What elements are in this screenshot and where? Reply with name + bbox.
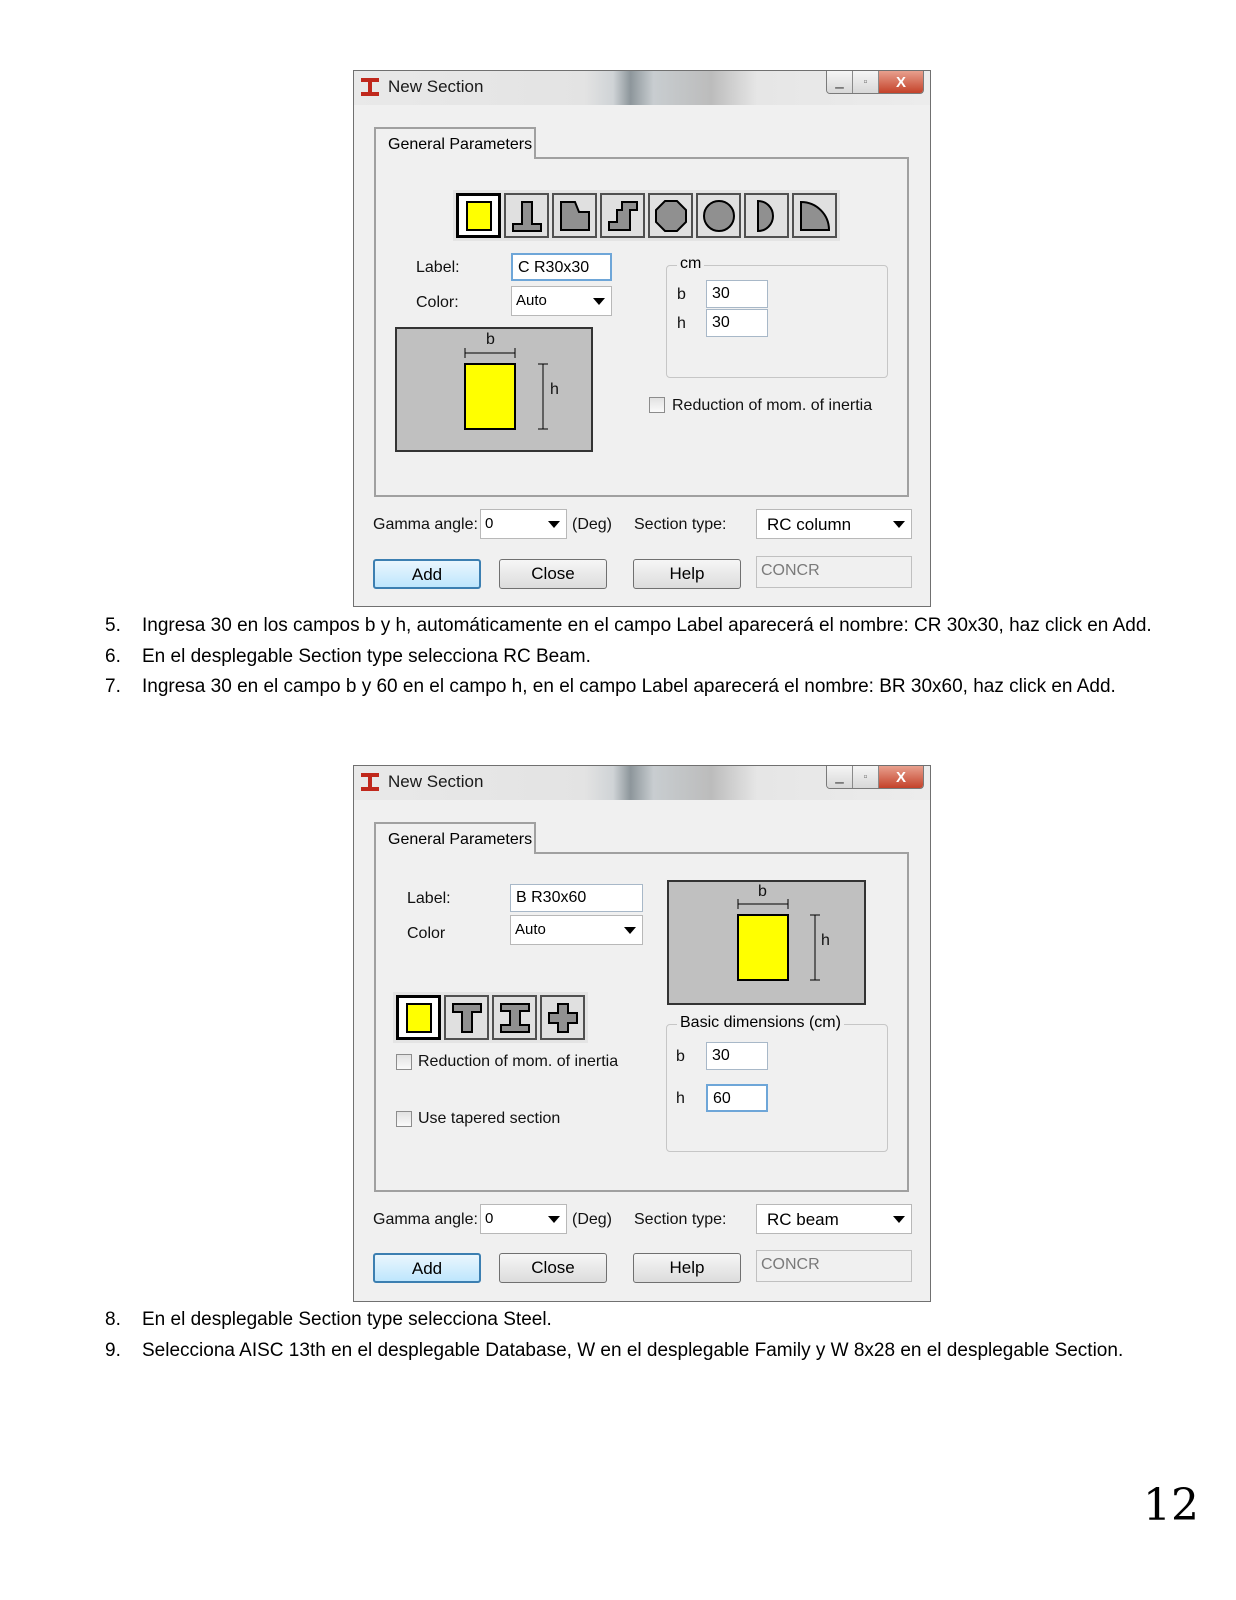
deg-label: (Deg) xyxy=(572,1211,613,1228)
shape-rectangle[interactable] xyxy=(396,995,441,1040)
gamma-angle-select[interactable] xyxy=(480,509,567,539)
h-input[interactable]: 30 xyxy=(706,309,768,337)
color-select[interactable] xyxy=(510,915,643,945)
window-title: New Section xyxy=(388,77,484,96)
window-controls xyxy=(826,71,924,94)
shape-rectangle[interactable] xyxy=(456,193,501,238)
close-icon[interactable]: X xyxy=(879,71,923,93)
section-type-select[interactable] xyxy=(756,509,912,539)
shape-l[interactable] xyxy=(552,193,597,238)
b-input[interactable]: 30 xyxy=(706,1042,768,1070)
shape-i[interactable] xyxy=(492,995,537,1040)
b-caption: b xyxy=(676,1048,685,1065)
section-type-caption: Section type: xyxy=(634,516,727,533)
title-bar[interactable] xyxy=(354,71,930,105)
b-caption: b xyxy=(677,286,686,303)
section-type-value: RC column xyxy=(767,515,852,534)
close-button[interactable]: Close xyxy=(499,559,607,589)
section-type-value: RC beam xyxy=(767,1210,839,1229)
dimension-h-label: h xyxy=(550,381,559,398)
window-title: New Section xyxy=(388,772,484,791)
gamma-angle-value: 0 xyxy=(485,1210,494,1227)
material-field: CONCR xyxy=(756,556,912,588)
page-number: 12 xyxy=(1143,1480,1199,1531)
help-button[interactable]: Help xyxy=(633,559,741,589)
h-caption: h xyxy=(676,1090,685,1107)
add-button[interactable]: Add xyxy=(373,1253,481,1283)
label-caption: Label: xyxy=(416,259,460,276)
chevron-down-icon xyxy=(548,521,560,528)
b-input[interactable]: 30 xyxy=(706,280,768,308)
color-select[interactable] xyxy=(511,286,612,316)
reduction-label: Reduction of mom. of inertia xyxy=(672,397,873,414)
color-value: Auto xyxy=(516,292,547,309)
new-section-dialog-1 xyxy=(353,70,931,607)
material-field: CONCR xyxy=(756,1250,912,1282)
label-caption: Label: xyxy=(407,890,451,907)
section-type-select[interactable] xyxy=(756,1204,912,1234)
tapered-label: Use tapered section xyxy=(418,1110,561,1127)
maximize-icon[interactable]: ▫ xyxy=(853,71,879,93)
chevron-down-icon xyxy=(548,1216,560,1223)
dimension-b-label: b xyxy=(486,331,495,348)
list-item: 7. Ingresa 30 en el campo b y 60 en el campo h, en el campo Label aparecerá el nombre: BR 30x60, haz click en Add. xyxy=(105,676,1116,697)
shape-tee[interactable] xyxy=(504,193,549,238)
section-preview xyxy=(395,327,593,452)
color-caption: Color: xyxy=(416,294,459,311)
list-item: 5. Ingresa 30 en los campos b y h, automáticamente en el campo Label aparecerá el nombre: CR 30x30, haz click en Add. xyxy=(105,615,1152,636)
shape-tee[interactable] xyxy=(444,995,489,1040)
dimensions-group-title: Basic dimensions (cm) xyxy=(677,1014,844,1032)
section-type-caption: Section type: xyxy=(634,1211,727,1228)
tab-general-parameters[interactable]: General Parameters xyxy=(374,127,536,159)
shape-quarter-circle[interactable] xyxy=(792,193,837,238)
close-button[interactable]: Close xyxy=(499,1253,607,1283)
dimensions-group xyxy=(666,255,888,378)
gamma-angle-caption: Gamma angle: xyxy=(373,1211,478,1228)
title-bar[interactable] xyxy=(354,766,930,800)
gamma-angle-caption: Gamma angle: xyxy=(373,516,478,533)
list-item: 9. Selecciona AISC 13th en el desplegable Database, W en el desplegable Family y W 8x28 en el desplegable Section. xyxy=(105,1339,1124,1361)
label-input[interactable]: C R30x30 xyxy=(511,253,612,281)
h-input[interactable]: 60 xyxy=(706,1084,768,1112)
gamma-angle-value: 0 xyxy=(485,515,494,532)
shape-half-circle[interactable] xyxy=(744,193,789,238)
chevron-down-icon xyxy=(593,298,605,305)
shape-selector xyxy=(453,190,840,241)
shape-circle[interactable] xyxy=(696,193,741,238)
deg-label: (Deg) xyxy=(572,516,613,533)
shape-selector xyxy=(393,992,588,1043)
new-section-dialog-2 xyxy=(353,765,931,1302)
window-controls xyxy=(826,766,924,789)
shape-cross[interactable] xyxy=(540,995,585,1040)
reduction-checkbox[interactable] xyxy=(649,397,665,413)
tapered-checkbox[interactable] xyxy=(396,1111,412,1127)
minimize-icon[interactable]: ▁ xyxy=(827,71,853,93)
maximize-icon[interactable]: ▫ xyxy=(853,766,879,788)
label-input[interactable]: B R30x60 xyxy=(510,884,643,912)
chevron-down-icon xyxy=(893,521,905,528)
close-icon[interactable]: X xyxy=(879,766,923,788)
dimensions-group-title: cm xyxy=(677,255,704,273)
shape-z[interactable] xyxy=(600,193,645,238)
chevron-down-icon xyxy=(893,1216,905,1223)
shape-octagon[interactable] xyxy=(648,193,693,238)
reduction-label: Reduction of mom. of inertia xyxy=(418,1053,619,1070)
list-item: 6. En el desplegable Section type selecciona RC Beam. xyxy=(105,645,591,667)
reduction-checkbox[interactable] xyxy=(396,1054,412,1070)
list-item: 8. En el desplegable Section type selecciona Steel. xyxy=(105,1309,552,1330)
help-button[interactable]: Help xyxy=(633,1253,741,1283)
add-button[interactable]: Add xyxy=(373,559,481,589)
gamma-angle-select[interactable] xyxy=(480,1204,567,1234)
chevron-down-icon xyxy=(624,927,636,934)
dimension-b-label: b xyxy=(758,883,767,900)
section-logo-icon xyxy=(360,772,380,792)
color-value: Auto xyxy=(515,921,546,938)
tab-general-parameters[interactable]: General Parameters xyxy=(374,822,536,854)
color-caption: Color xyxy=(407,925,446,942)
minimize-icon[interactable]: ▁ xyxy=(827,766,853,788)
steps-list-b xyxy=(105,1305,1165,1366)
section-logo-icon xyxy=(360,77,380,97)
h-caption: h xyxy=(677,315,686,332)
dimension-h-label: h xyxy=(821,932,830,949)
steps-list-a xyxy=(105,611,1165,703)
section-preview xyxy=(667,880,866,1005)
dimensions-group xyxy=(666,1014,888,1152)
